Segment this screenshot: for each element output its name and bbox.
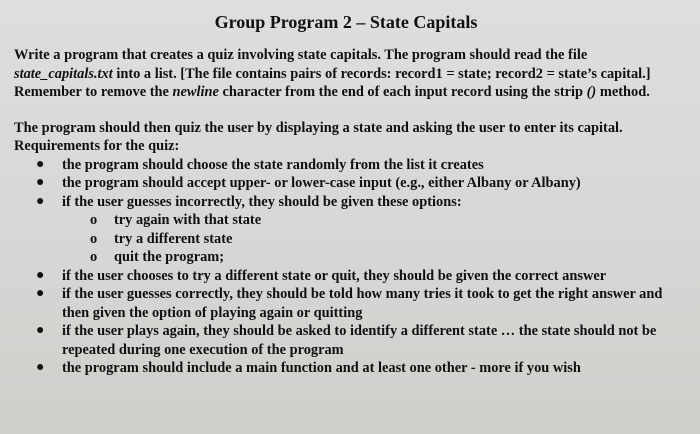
- intro-text-3: character from the end of each input record using the strip: [218, 84, 587, 100]
- requirement-item: [14, 193, 678, 267]
- option-item: [62, 230, 678, 249]
- incorrect-options-list: [62, 211, 678, 267]
- bullet-icon: ●: [36, 175, 45, 190]
- bullet-icon: ●: [36, 267, 45, 283]
- requirement-item: [14, 285, 678, 322]
- option-text: quit the program;: [114, 249, 225, 265]
- quiz-intro-paragraph: The program should then quiz the user by displaying a state and asking the user to enter its capital. Requirements for the quiz:: [14, 119, 623, 154]
- option-item: [62, 248, 678, 267]
- requirement-item: [14, 174, 678, 193]
- filename-text: state_capitals.txt: [14, 65, 113, 82]
- parens-text: (): [586, 84, 597, 100]
- bullet-icon: ●: [36, 360, 45, 375]
- requirement-item: [14, 156, 678, 175]
- requirement-text: the program should accept upper- or lower-case input (e.g., either Albany or Albany): [62, 175, 581, 191]
- intro-text-4: method.: [596, 84, 650, 100]
- requirement-text: if the user guesses incorrectly, they should be given these options:: [62, 193, 462, 210]
- option-text: try again with that state: [114, 212, 262, 228]
- requirement-text: if the user guesses correctly, they should be told how many tries it took to get the right answer and then given the option of playing again or quitting: [62, 286, 663, 321]
- intro-paragraph: [14, 46, 678, 102]
- page-title: Group Program 2 – State Capitals: [214, 12, 478, 32]
- option-item: [62, 211, 678, 230]
- bullet-icon: ●: [36, 193, 45, 209]
- requirement-item: [14, 322, 678, 359]
- bullet-icon: ●: [36, 323, 45, 338]
- requirement-text: the program should include a main function and at least one other - more if you wish: [62, 360, 581, 376]
- requirement-text: the program should choose the state randomly from the list it creates: [62, 156, 484, 173]
- circle-bullet-icon: o: [90, 249, 98, 265]
- circle-bullet-icon: o: [90, 212, 98, 228]
- requirement-text: if the user plays again, they should be asked to identify a different state … the state should not be repeated during one execution of the program: [62, 323, 657, 358]
- requirement-item: [14, 267, 678, 286]
- bullet-icon: ●: [36, 286, 45, 301]
- circle-bullet-icon: o: [90, 230, 98, 247]
- requirement-item: [14, 359, 678, 378]
- option-text: try a different state: [114, 230, 233, 247]
- intro-text-2: into a list. [The file contains pairs of records: record1 = state; record2 = state’s capital.] Remember to remove the: [14, 65, 651, 100]
- newline-text: newline: [172, 84, 219, 100]
- intro-text-1: Write a program that creates a quiz involving state capitals. The program should read the file: [14, 47, 588, 63]
- requirement-text: if the user chooses to try a different state or quit, they should be given the correct answer: [62, 267, 607, 284]
- bullet-icon: ●: [36, 156, 45, 172]
- requirements-list: [14, 156, 678, 378]
